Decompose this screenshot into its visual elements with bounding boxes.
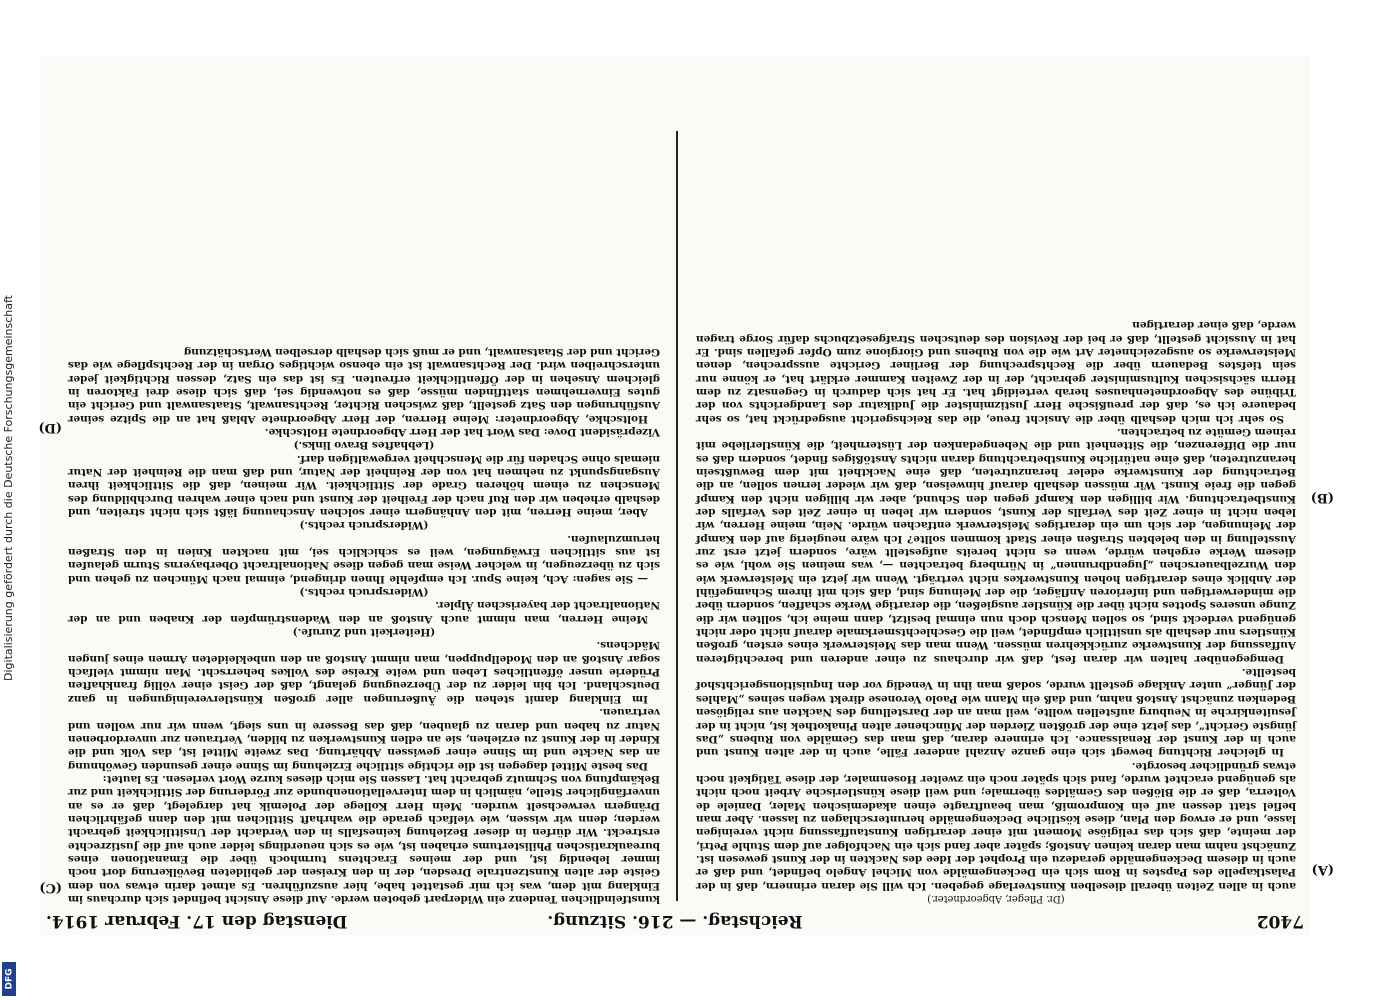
paragraph: — Sie sagen: Ach, keine Spur. Ich empfehle Ihnen dringend, einmal nach München zu gehen und sich zu überzeugen, in welcher Weise man gegen diese Nationaltracht Oberbayerns Sturm gelaufen ist aus sittlichen Erwägungen, weil es schicklich sei, mit nackten Knien in den Straßen herumzulaufen.: [68, 532, 660, 585]
paragraph: Aber, meine Herren, mit den Anhängern einer solchen Anschauung läßt sich nicht streiten, und deshalb erheben wir den Ruf nach der Freiheit der Kunst und nach einer wahren Durchbildung des Menschen zu einem höheren Grade der Sittlichkeit. Wir meinen, daß die Sittlichkeit ihren Ausgangspunkt zu nehmen hat von der Reinheit der Natur, und daß man die Reinheit der Natur niemals ohne Schaden für die Menschheit vergewaltigen darf.: [68, 452, 660, 519]
funding-caption: Digitalisierung gefördert durch die Deutsche Forschungsgemeinschaft: [2, 295, 15, 681]
margin-marker-b: (B): [1310, 490, 1334, 505]
vice-president-line: Vizepräsident Dove: Das Wort hat der Herr Abgeordnete Holtschke.: [264, 425, 660, 438]
paragraph: Holtschke, Abgeordneter: Meine Herren, der Herr Abgeordnete Ablaß hat an die Spitze seiner Ausführungen den Satz gestellt, daß zwischen Richter, Rechtsanwalt, Staatsanwalt und Gericht ein gutes Einvernehmen stattfinden müsse, daß es notwendig sei, daß sich diese drei Faktoren in gleichem Ansehen in der Öffentlichkeit erfreuten. Es ist das ein Satz, dessen Richtigkeit jeder unterschreiben wird. Der Rechtsanwalt ist ein ebenso wichtiges Organ in der Rechtspflege wie das Gericht und der Staatsanwalt, und er muß sich deshalb derselben Wertschätzung: [68, 345, 660, 425]
quotation: Das beste Mittel dagegen ist die richtige sittliche Erziehung im Sinne einer gesunden Gewöhnung an das Nackte und im Sinne einer gewissen Abhärtung. Das zweite Mittel ist, das Volk und die Kinder in der Kunst zu erziehen, sie an edlen Kunstwerken zu bilden, Vertrauen zur unverdorbenen Natur zu haben und daran zu glauben, daß das Bessere in uns siegt, wenn wir nur wollen und vertrauen.: [68, 706, 660, 772]
paragraph: Demgegenüber halten wir daran fest, daß wir durchaus zu einer anderen und berechtigteren Auffassung der Kunstwerke zurückkehren müssen. Wenn man das Meisterwerk eines ersten, großen Künstlers nur deshalb als unsittlich empfindet, weil die Geschlechtsmerkmale darauf nicht oder nicht genügend verdeckt sind, so sollen Mensch doch nun einmal besitzt, dann meine ich, sollten wir die Zunge unseres Spottes nicht über die Künstler ausgießen, die derartige Werke schaffen, sondern über die minderwertigen und inferioren Anfläger, die der Meinung sind, daß sich mit ihrem Schamgefühl der Anblick eines derartigen hohen Kunstwerkes nicht verträgt. Wenn wir jetzt ein Meisterwerk wie den Wurzelbauerschen „Jugendbrunnen“ in Nürnberg betrachten —, was meinen Sie wohl, wie es diesem Werke ergehen würde, wenn es nicht bereits aufgestellt wäre, sondern jetzt erst zur Ausstellung in den belebten Straßen einer Stadt kommen sollte? Ich wäre neugierig auf den Kampf der Meinungen, der sich um ein derartiges Meisterwerk entfachen würde. Nein, meine Herren, wir leben nicht in einer Zeit des Verfalls der Kunst, sondern wir leben in einer Zeit des Verfalls der Kunstbetrachtung. Wir billigen den Kampf gegen den Schund, aber wir billigen nicht den Kampf gegen die freie Kunst. Wir müssen deshalb darauf hinweisen, daß wir wieder lernen sollen, an die Betrachtung der Kunstwerke edeler heranzutreten, daß eine Nacktheit mit dem Bewußtsein heranzutreten, daß eine natürliche Kunstbetrachtung daran nichts Anstößiges findet, sondern daß es nur die Differenzen, die Sittenheit und die Nebengedanken der Lüsternheit, die Künstlerliebe mit reinem Gemüte zu betrachten.: [696, 425, 1296, 665]
paragraph: So sehr ich mich deshalb über die Ansicht freue, die das Reichsgericht ausgedrückt hat, so sehr bedauere ich es, daß der preußische Herr Justizminister die Judikatur des Landgerichts von der Tribüne des Abgeordnetenhauses herab verteidigt hat. Er hat sich dadurch in Gegensatz zu dem Herrn sächsischen Kultusminister gebracht, der in der Zweiten Kammer erklärt hat, er könne nur sein tiefstes Bedauern über die Rechtsprechung der Berliner Gerichte aussprechen, denen Meisterwerke so ausgezeichneter Art wie die von Rubens und Giorgione zum Opfer gefallen sind. Er hat in Aussicht gestellt, daß er bei der Revision des deutschen Strafgesetzbuchs dafür Sorge tragen werde, daß einer derartigen: [696, 319, 1296, 425]
page-number: 7402: [1256, 911, 1304, 931]
margin-marker-d: (D): [38, 420, 62, 435]
paragraph: In gleicher Richtung bewegt sich eine ganze Anzahl anderer Fälle, auch in der alten Kunst und auch in der Kunst der Renaissance. Ich erinnere daran, daß man das Gemälde von Rubens „Das jüngste Gericht“, das jetzt eine der größten Zierden der Münchener alten Pinakothek ist, nicht in der Jesuitenkirche in Neuburg aufstellen wollte, weil man an der Darstellung des Nackten aus religiösen Bedenken zunächst Anstoß nahm, und daß ein Mann wie Paolo Veronese direkt wegen seines „Mahles der Jünger“ unter Anklage gestellt wurde, sodaß man ihn in Venedig vor den Inquisitionsgerichtshof bestellte.: [696, 666, 1296, 759]
left-column: [696, 318, 1296, 905]
paragraph: Im Einklang damit stehen die Äußerungen aller großen Künstlervereinigungen in ganz Deutschland. Ich bin leider zu der Überzeugung gelangt, daß der Geist einer völlig frankhaften Prüderie unser öffentliches Leben und weite Kreise des Volkes beherrscht. Man nimmt vielfach sogar Anstoß an den Modellpuppen, man nimmt Anstoß an den unbekleideten Armen eines jungen Mädchens.: [68, 639, 660, 705]
dfg-logo: [2, 962, 16, 996]
margin-marker-c: (C): [39, 880, 62, 895]
reaction-note: (Widerspruch rechts.): [299, 519, 429, 532]
right-column: [68, 345, 660, 905]
session-date: Dienstag den 17. Februar 1914.: [46, 911, 348, 931]
paragraph: Meine Herren, man nimmt auch Anstoß an den Wadenstrümpfen der Knaben und an der Nationaltracht der bayerischen Älpler.: [68, 599, 660, 625]
dfg-logo-text: DFG: [4, 968, 15, 990]
speaker-note: (Dr. Pfleger, Abgeordneter.): [927, 893, 1065, 904]
margin-marker-a: (A): [1311, 862, 1334, 877]
reaction-note: (Widerspruch rechts.): [299, 586, 429, 599]
page-title: Reichstag. — 216. Sitzung.: [547, 911, 803, 931]
paragraph: kunstfeindlichen Tendenz ein Widerpart geboten werde. Auf diese Ansicht befindet sich durchaus im Einklang mit dem, was ich mir gestattet habe, hier auszuführen. Es atmet darin etwas von dem Geiste der alten Kunstzentrale Dresden, der in den Kreisen der gebildeten Bevölkerung dort noch immer lebendig ist, und der meines Erachtens turmhoch über die Emanationen eines bureaukratischen Philistertums erhaben ist, wie es sich neuerdings leider auch auf die Justizrechte erstreckt. Wir dürfen in dieser Beziehung keinesfalls in den Verdacht der Unsittlichkeit gebracht werden; denn wir wissen, wie vielfach gerade die wahrhaft Sittlichen mit den dann gefährlichen Drängern verwechselt wurden. Mein Herr Kollege der Polemik hat dargelegt, daß er es an unverfänglicher Stelle, nämlich in dem Intervellationenbunde zur Förderung der Sittlichkeit und zur Bekämpfung von Schmutz gebracht hat. Lassen Sie mich dieses kurze Wort verlesen. Es lautet:: [68, 772, 660, 905]
paragraph: auch in allen Zeiten überall dieselben Kunstverlage gegeben. Ich will Sie daran erinnern, daß in der Palastkapelle des Papstes in Rom sich ein Deckengemälde von Michel Angelo befindet, und daß er auch in diesem Deckengemälde geradezu ein Prophet der Idee des Nackten in der Kunst gewesen ist. Zunächst nahm man daran keinen Anstoß; später aber fand sich ein Nachfolger auf dem Stuhle Petri, der meinte, daß sich das religiöse Moment mit einer derartigen Kunstauffassung nicht vereinigen lasse, und er erwog den Plan, diese köstliche Deckengemälde herunterschlagen zu lassen. Aber man befiel statt dessen auf ein Kompromiß, man beauftragte einen akademischen Maler, Daniele de Volterra, daß er die Blößen des Gemäldes übermale; und weil diese künstlerische Arbeit noch nicht als genügend erachtet wurde, fand sich später noch ein zweiter Hosenmaler, der diese Tätigkeit noch etwas gründlicher besorgte.: [696, 759, 1296, 892]
page-header: [40, 907, 1310, 935]
column-divider: [676, 131, 678, 901]
document-page: [38, 55, 1334, 935]
reaction-note: (Lebhaftes Bravo links.): [293, 439, 435, 452]
reaction-note: (Heiterkeit und Zurufe.): [292, 626, 436, 639]
